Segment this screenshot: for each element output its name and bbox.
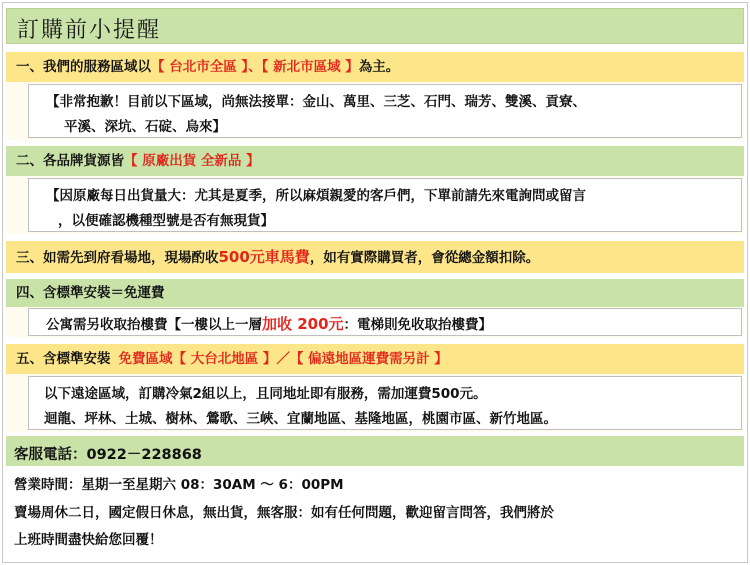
section-3-fee: 500元車馬費 (218, 248, 310, 266)
service-hours: 營業時間：星期一至星期六 08：30AM ～ 6：00PM (14, 477, 344, 493)
service-phone: 客服電話：0922－228868 (14, 447, 202, 463)
section-1-body (6, 82, 744, 140)
section-1-line-1: 【非常抱歉！目前以下區域，尚無法接單：金山、萬里、三芝、石門、瑞芳、雙溪、貢寮、 (46, 94, 586, 110)
section-4-header (6, 279, 744, 307)
section-5-line-2: 迴龍、坪林、土城、樹林、鶯歌、三峽、宜蘭地區、基隆地區，桃園市區、新竹地區。 (44, 411, 557, 427)
section-5-header (6, 344, 744, 374)
section-3-header (6, 241, 744, 273)
section-2-source: 【 原廠出貨 全新品 】 (124, 153, 260, 169)
section-3-suffix: ，如有實際購買者，會從總金額扣除。 (309, 250, 540, 266)
section-1-service-area: 【 台北市全區 】、【 新北市區域 】 (151, 59, 359, 75)
section-1-header (6, 52, 744, 82)
service-note-line-2: 上班時間盡快給您回覆！ (14, 532, 163, 548)
section-3-prefix: 三、如需先到府看場地，現場酌收 (16, 250, 219, 266)
section-1-suffix: 為主。 (358, 59, 400, 75)
section-2-header (6, 146, 744, 176)
page-title: 訂購前小提醒 (17, 18, 162, 43)
section-4-line (46, 313, 492, 334)
section-2-line-1: 【因原廠每日出貨量大：尤其是夏季，所以麻煩親愛的客戶們，下單前請先來電詢問或留言 (46, 188, 586, 204)
section-5-free-area: 免費區域【 大台北地區 】／【 偏遠地區運費需另計 】 (118, 351, 448, 367)
customer-service-box (6, 436, 744, 554)
service-note-line-1: 賣場周休二日，國定假日休息，無出貨，無客服：如有任何問題，歡迎留言問答，我們將於 (14, 505, 554, 521)
section-5-prefix: 五、含標準安裝 (16, 351, 111, 367)
section-5-body (6, 374, 744, 432)
section-4-title: 四、含標準安裝＝免運費 (16, 285, 165, 301)
section-1-line-2: 平溪、深坑、石碇、烏來】 (64, 119, 226, 135)
section-5-line-1: 以下遠途區域，訂購冷氣2組以上，且同地址即有服務，需加運費500元。 (44, 386, 487, 402)
section-4-surcharge: 加收 200元 (262, 315, 344, 333)
section-2-body (6, 176, 744, 234)
section-2-line-2: ，以便確認機種型號是否有無現貨】 (58, 213, 274, 229)
section-1-prefix: 一、我們的服務區域以 (16, 59, 151, 75)
section-4-body (6, 307, 744, 337)
title-bar (6, 8, 744, 44)
section-2-prefix: 二、各品牌貨源皆 (16, 153, 124, 169)
section-4-line-suffix: ：電梯則免收取抬樓費】 (343, 317, 493, 333)
section-4-line-prefix: 公寓需另收取抬樓費【一樓以上一層 (46, 317, 262, 333)
